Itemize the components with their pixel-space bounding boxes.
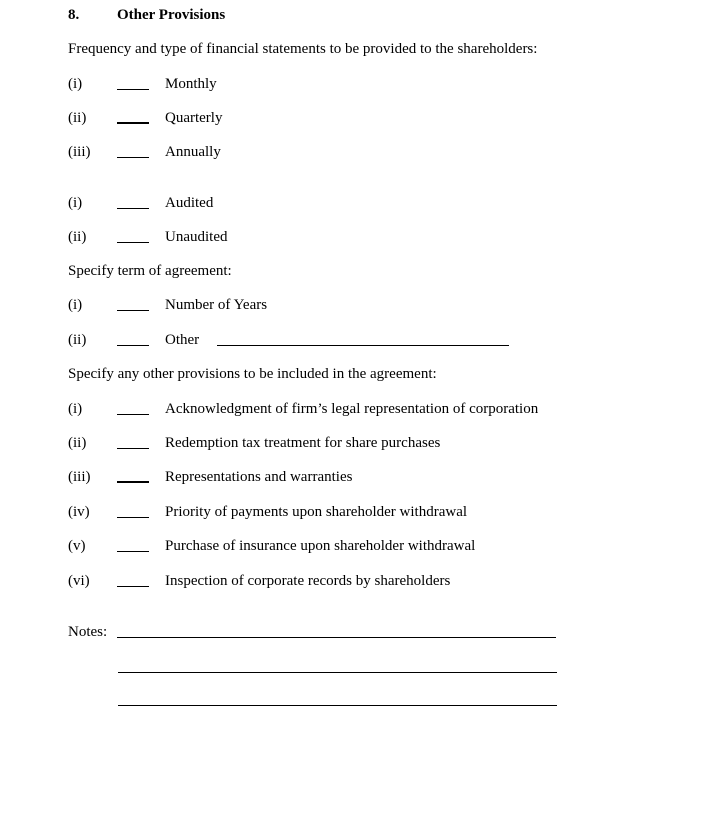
fill-in-blank[interactable] — [117, 155, 149, 158]
term-heading: Specify term of agreement: — [68, 263, 232, 279]
notes-line-2[interactable] — [118, 655, 557, 673]
item-number: (ii) — [68, 435, 87, 451]
item-number: (i) — [68, 401, 83, 417]
fill-in-blank[interactable] — [117, 549, 149, 552]
checklist-item-inspection — [68, 572, 712, 590]
item-label: Annually — [165, 144, 221, 160]
item-number: (iv) — [68, 504, 90, 520]
fill-in-blank[interactable] — [117, 343, 149, 346]
checklist-item-audited — [68, 194, 712, 212]
item-label: Other — [165, 332, 200, 348]
fill-in-blank[interactable] — [117, 308, 149, 311]
checklist-item-other — [68, 331, 712, 349]
fill-in-blank[interactable] — [117, 446, 149, 449]
item-label: Unaudited — [165, 229, 228, 245]
item-label: Purchase of insurance upon shareholder withdrawal — [165, 538, 476, 554]
item-number: (iii) — [68, 144, 91, 160]
item-number: (v) — [68, 538, 86, 554]
checklist-item-representations — [68, 468, 712, 486]
item-number: (vi) — [68, 573, 90, 589]
checklist-item-quarterly — [68, 109, 712, 127]
item-number: (i) — [68, 76, 83, 92]
notes-line-3[interactable] — [118, 688, 557, 706]
item-label: Inspection of corporate records by shareholders — [165, 573, 451, 589]
item-number: (i) — [68, 297, 83, 313]
item-label: Number of Years — [165, 297, 268, 313]
checklist-item-annually — [68, 143, 712, 161]
checklist-item-acknowledgment — [68, 400, 712, 418]
section-heading — [68, 6, 712, 24]
checklist-item-number-of-years — [68, 296, 712, 314]
item-number: (ii) — [68, 110, 87, 126]
item-label: Acknowledgment of firm’s legal representation of corporation — [165, 401, 539, 417]
section-title: Other Provisions — [117, 7, 226, 23]
fill-in-blank[interactable] — [117, 206, 149, 209]
item-label: Audited — [165, 195, 214, 211]
checklist-item-redemption — [68, 434, 712, 452]
fill-in-blank[interactable] — [117, 479, 149, 483]
item-label: Representations and warranties — [165, 469, 353, 485]
item-number: (iii) — [68, 469, 91, 485]
provisions-heading: Specify any other provisions to be included in the agreement: — [68, 366, 437, 382]
notes-line-1[interactable] — [117, 635, 556, 638]
item-label: Monthly — [165, 76, 217, 92]
fill-in-blank[interactable] — [117, 240, 149, 243]
item-label: Redemption tax treatment for share purchases — [165, 435, 441, 451]
intro-text: Frequency and type of financial statements to be provided to the shareholders: — [68, 41, 538, 57]
notes-row — [68, 623, 712, 641]
fill-in-blank[interactable] — [117, 515, 149, 518]
notes-label: Notes: — [68, 624, 108, 640]
fill-in-blank[interactable] — [117, 584, 149, 587]
item-number: (i) — [68, 195, 83, 211]
checklist-item-monthly — [68, 75, 712, 93]
other-fill-in-line[interactable] — [217, 343, 509, 346]
section-number: 8. — [68, 7, 80, 23]
item-label: Quarterly — [165, 110, 223, 126]
fill-in-blank[interactable] — [117, 120, 149, 124]
checklist-item-unaudited — [68, 228, 712, 246]
item-number: (ii) — [68, 332, 87, 348]
item-label: Priority of payments upon shareholder withdrawal — [165, 504, 468, 520]
fill-in-blank[interactable] — [117, 87, 149, 90]
fill-in-blank[interactable] — [117, 412, 149, 415]
item-number: (ii) — [68, 229, 87, 245]
checklist-item-priority — [68, 503, 712, 521]
checklist-item-insurance — [68, 537, 712, 555]
